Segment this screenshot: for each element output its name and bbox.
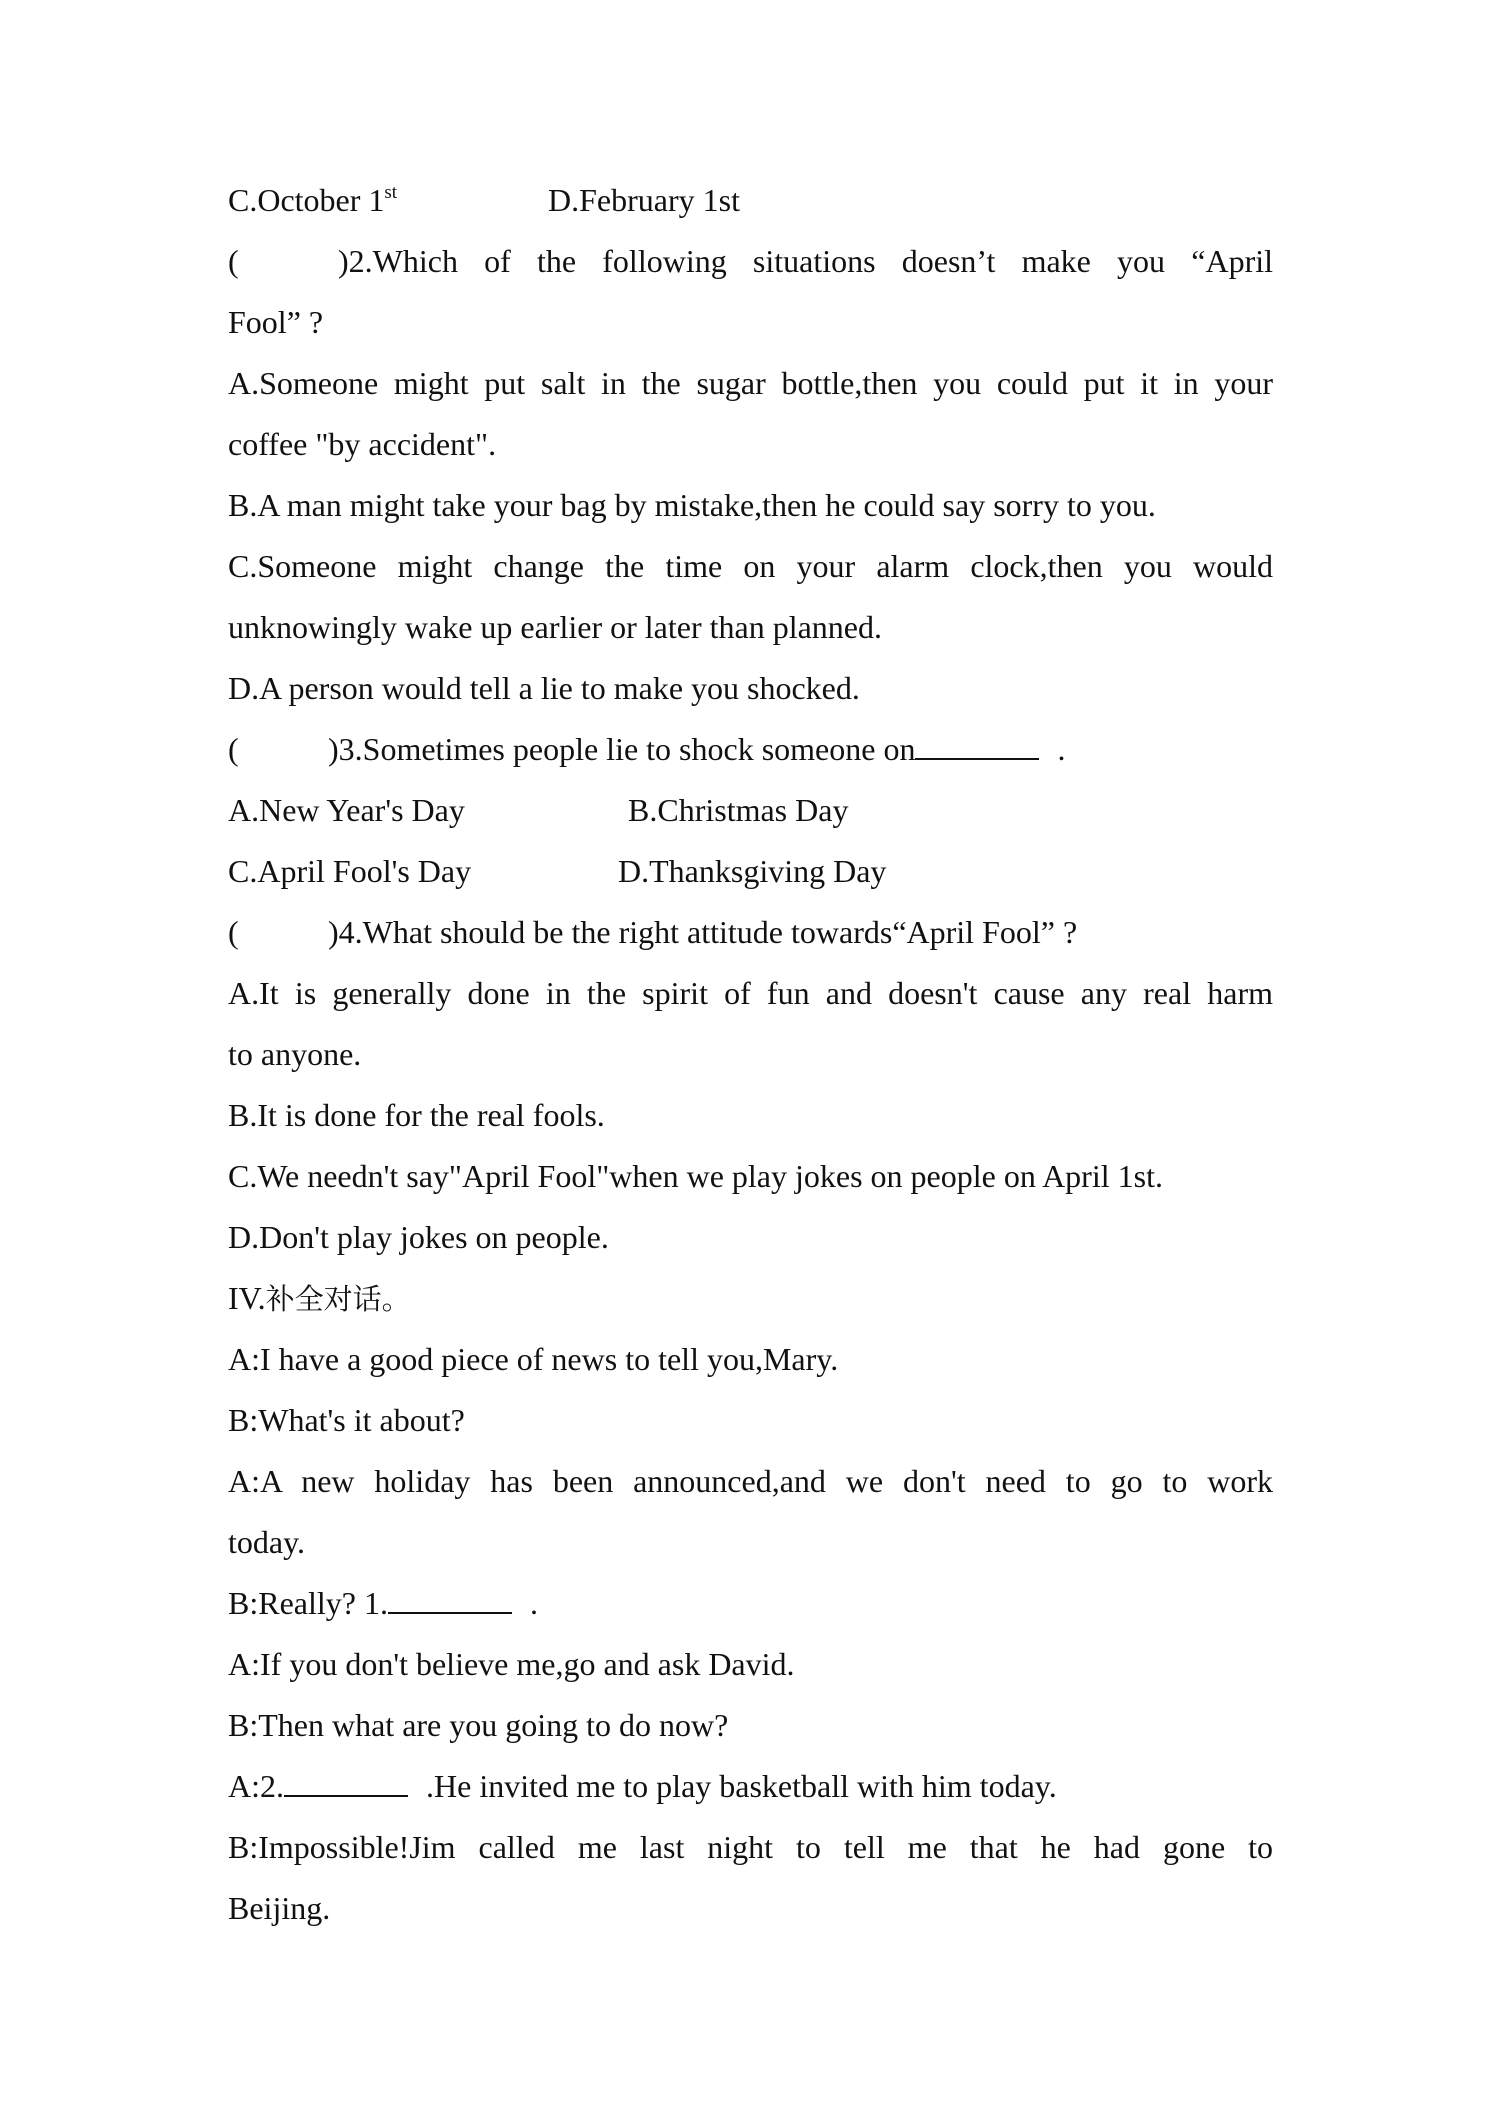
q4-option-c: C.We needn't say"April Fool"when we play jokes on people on April 1st.: [228, 1158, 1163, 1194]
q3-option-c: C.April Fool's Day: [228, 853, 472, 889]
q1-option-d: D.February 1st: [548, 182, 740, 218]
dialogue-line-2: B:What's it about?: [228, 1402, 465, 1438]
q1-option-c: C.October 1: [228, 182, 385, 218]
dialogue-line-3a: A:A new holiday has been announced,and we don't need to go to work: [228, 1463, 1273, 1499]
dialogue-line-1: A:I have a good piece of news to tell you,Mary.: [228, 1341, 839, 1377]
q1-option-c-sup: st: [384, 182, 398, 203]
dialogue-line-3b: today.: [228, 1524, 306, 1560]
q3-stem: ( )3.Sometimes people lie to shock someone on .: [228, 719, 1273, 780]
q2-stem: )2.Which of the following situations doesn’t make you “April: [338, 243, 1273, 279]
dialogue-blank-2: [284, 1765, 408, 1797]
dialogue-line-8b: Beijing.: [228, 1890, 331, 1926]
q3-answer-paren: (: [228, 731, 239, 767]
q2-option-b: B.A man might take your bag by mistake,then he could say sorry to you.: [228, 487, 1156, 523]
q3-option-b: B.Christmas Day: [628, 792, 849, 828]
q2-option-c-line1: C.Someone might change the time on your alarm clock,then you would: [228, 548, 1273, 584]
q4-option-a-line1: A.It is generally done in the spirit of fun and doesn't cause any real harm: [228, 975, 1273, 1011]
dialogue-blank-1: [388, 1582, 512, 1614]
q4-stem: ( )4.What should be the right attitude towards“April Fool” ?: [228, 902, 1273, 963]
dialogue-line-4: B:Really? 1. .: [228, 1573, 1273, 1634]
q1-options-cd: [228, 170, 1273, 231]
q2-option-a-line1: A.Someone might put salt in the sugar bottle,then you could put it in your: [228, 365, 1273, 401]
q2-option-d: D.A person would tell a lie to make you shocked.: [228, 670, 860, 706]
dialogue-line-7: A:2. .He invited me to play basketball with him today.: [228, 1756, 1273, 1817]
document-page: [228, 170, 1273, 1939]
q4-option-a-line2: to anyone.: [228, 1036, 362, 1072]
q3-options-cd: [228, 841, 1273, 902]
q2-stem-line2: Fool” ?: [228, 304, 324, 340]
q3-options-ab: [228, 780, 1273, 841]
dialogue-line-5: A:If you don't believe me,go and ask David.: [228, 1646, 795, 1682]
q4-option-d: D.Don't play jokes on people.: [228, 1219, 609, 1255]
dialogue-line-6: B:Then what are you going to do now?: [228, 1707, 729, 1743]
q3-option-d: D.Thanksgiving Day: [618, 853, 887, 889]
q2-option-c-line2: unknowingly wake up earlier or later than planned.: [228, 609, 882, 645]
q3-option-a: A.New Year's Day: [228, 792, 465, 828]
q4-option-b: B.It is done for the real fools.: [228, 1097, 605, 1133]
section4-heading: IV.补全对话。: [228, 1280, 411, 1316]
q2-option-a-line2: coffee "by accident".: [228, 426, 497, 462]
q4-answer-paren: (: [228, 914, 239, 950]
q2-stem-line1: [228, 231, 1273, 292]
q2-answer-paren: (: [228, 243, 239, 279]
q3-answer-blank: [915, 728, 1039, 760]
dialogue-line-8a: B:Impossible!Jim called me last night to tell me that he had gone to: [228, 1829, 1273, 1865]
